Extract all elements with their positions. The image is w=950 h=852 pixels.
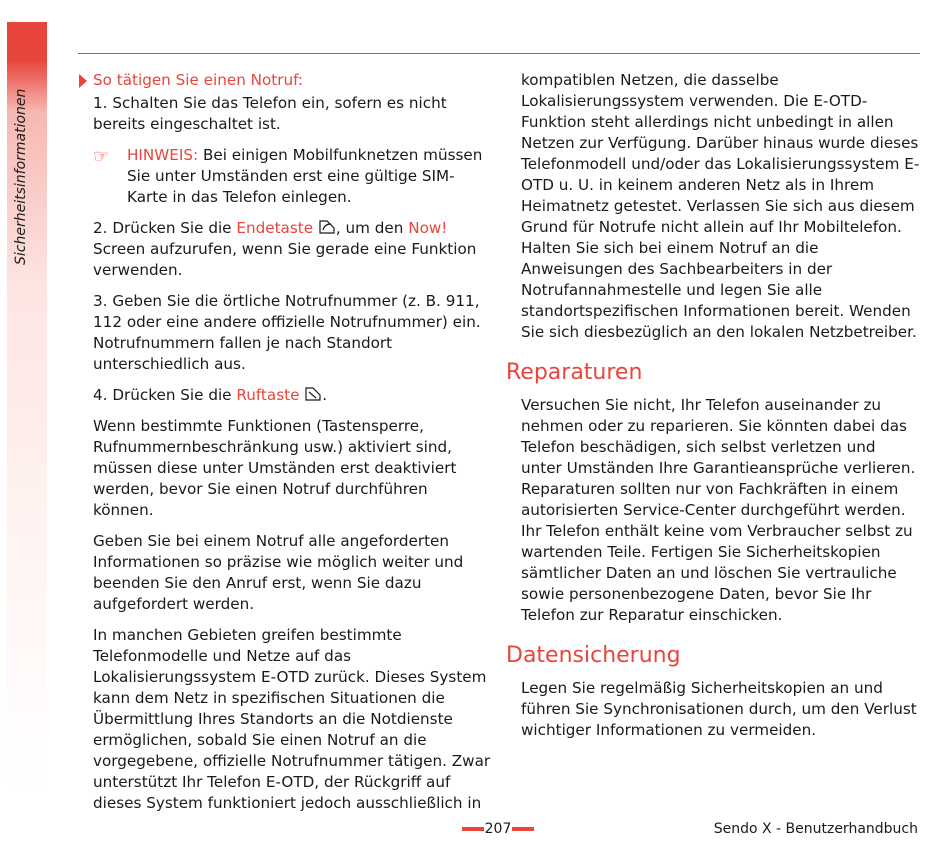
eotd-paragraph: In manchen Gebieten greifen bestimmte Telefonmodelle und Netze auf das Lokalisierungssystem E-OTD zurück. Dieses System kann dem Netz in spezifischen Situationen die Übermittlung Ihres Standorts an die Notdienste ermöglichen, sobald Sie einen Notruf an die vorgegebene, offizielle Notrufnummer tätigen. Zwar unterstützt Ihr Telefon E-OTD, der Rückgriff auf dieses System funktioniert jedoch ausschließlich in	[93, 626, 491, 812]
section-side-label: Sicherheitsinformationen	[13, 88, 29, 265]
step-4	[93, 385, 493, 406]
step-2-text-a: 2. Drücken Sie die	[93, 219, 237, 237]
step-1: 1. Schalten Sie das Telefon ein, sofern es nicht bereits eingeschaltet ist.	[93, 94, 447, 133]
repair-paragraph: Versuchen Sie nicht, Ihr Telefon auseinander zu nehmen oder zu reparieren. Sie könnten dabei das Telefon beschädigen, sich selbst verletzen und unter Umständen Ihre Garantieansprüche verlieren. Reparaturen sollten nur von Fachkräften in einem autorisierten Service-Center durchgeführt werden. Ihr Telefon enthält keine vom Verbraucher selbst zu wartenden Teile. Fertigen Sie Sicherheitskopien sämtlicher Daten an und löschen Sie vertrauliche sowie personenbezogene Daten, bevor Sie Ihr Telefon zur Reparatur einschicken.	[521, 396, 916, 624]
pointing-hand-icon: ☞	[93, 146, 110, 167]
functions-paragraph: Wenn bestimmte Funktionen (Tastensperre, Rufnummernbeschränkung usw.) aktiviert sind, müssen diese unter Umständen erst deaktiviert werden, bevor Sie einen Notruf durchführen können.	[93, 417, 457, 519]
page-number-block	[462, 820, 534, 838]
right-column	[506, 70, 921, 751]
step-4-text-b: .	[322, 386, 328, 404]
note-text: Bei einigen Mobilfunknetzen müssen Sie unter Umständen erst eine gültige SIM-Karte in das Telefon einlegen.	[127, 146, 483, 206]
backup-paragraph: Legen Sie regelmäßig Sicherheitskopien an und führen Sie Synchronisationen durch, um den Verlust wichtiger Informationen zu vermeiden.	[521, 679, 917, 739]
emergency-heading-row	[79, 70, 493, 91]
step-2-text-c: Screen aufzurufen, wenn Sie gerade eine Funktion verwenden.	[93, 240, 477, 279]
repair-heading: Reparaturen	[506, 360, 643, 385]
backup-heading: Datensicherung	[506, 643, 681, 668]
note-label: HINWEIS:	[127, 146, 199, 164]
step-4-text-a: 4. Drücken Sie die	[93, 386, 237, 404]
now-screen-label: Now!	[408, 219, 448, 237]
call-key-label: Ruftaste	[236, 386, 300, 404]
step-2-text-b: , um den	[335, 219, 409, 237]
eotd-continued-paragraph: kompatiblen Netzen, die dasselbe Lokalisierungssystem verwenden. Die E-OTD-Funktion steht allerdings nicht unbedingt in allen Netzen zur Verfügung. Darüber hinaus wurde dieses Telefonmodell und/oder das Lokalisierungssystem E-OTD u. U. in keinem anderen Netz als in Ihrem Heimatnetz getestet. Verlassen Sie sich aus diesem Grund für Notrufe nicht allein auf Ihr Mobiltelefon. Halten Sie sich bei einem Notruf an die Anweisungen des Sachbearbeiters in der Notrufannahmestelle und legen Sie alle standortspezifischen Informationen bereit. Wenden Sie sich diesbezüglich an den lokalen Netzbetreiber.	[521, 71, 920, 341]
document-title: Sendo X - Benutzerhandbuch	[713, 821, 918, 837]
header-rule	[78, 53, 920, 54]
note-block	[93, 145, 493, 208]
emergency-heading: So tätigen Sie einen Notruf:	[93, 71, 304, 89]
end-key-label: Endetaste	[236, 219, 314, 237]
step-3: 3. Geben Sie die örtliche Notrufnummer (z. B. 911, 112 oder eine andere offizielle Notrufnummer) ein. Notrufnummern fallen je nach Standort unterschiedlich aus.	[93, 292, 481, 373]
call-key-icon	[304, 385, 322, 403]
page-bar-left	[462, 827, 484, 831]
left-column	[93, 70, 493, 824]
page-bar-right	[512, 827, 534, 831]
step-2	[93, 218, 493, 281]
end-call-key-icon	[318, 218, 336, 236]
page-number: 207	[484, 821, 512, 837]
arrow-bullet-icon	[79, 74, 87, 88]
info-paragraph: Geben Sie bei einem Notruf alle angeforderten Informationen so präzise wie möglich weiter und beenden Sie den Anruf erst, wenn Sie dazu aufgefordert werden.	[93, 532, 464, 613]
